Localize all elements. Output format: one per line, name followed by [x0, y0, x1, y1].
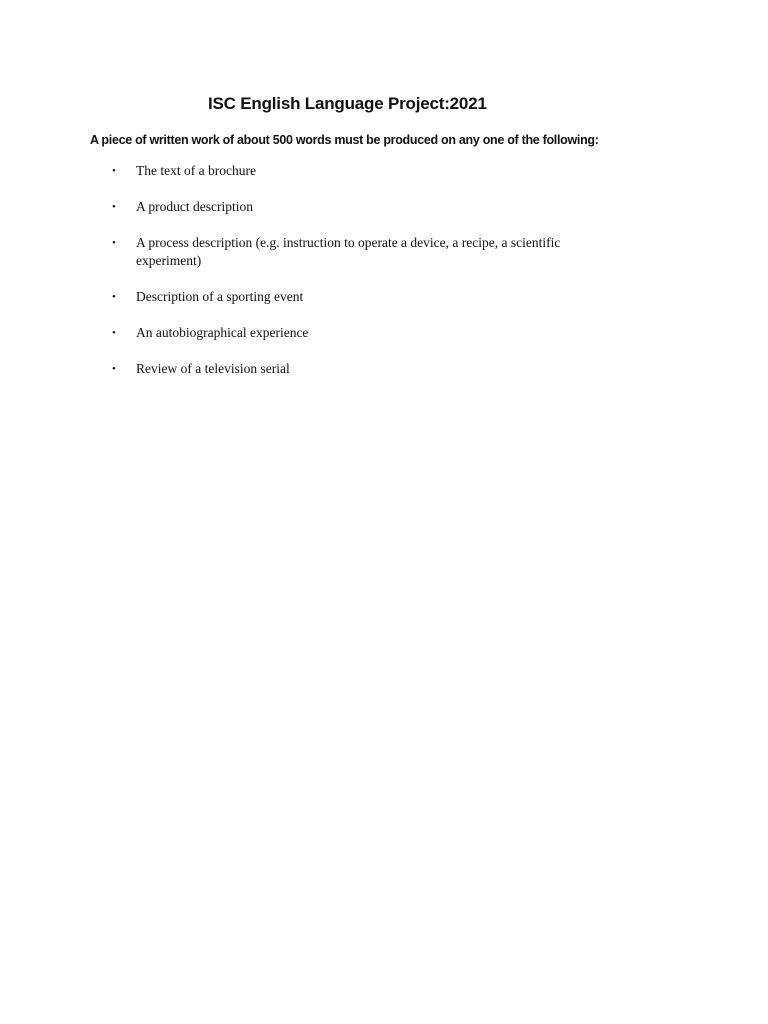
document-title: ISC English Language Project:2021: [208, 94, 487, 113]
list-item: [0, 360, 768, 378]
list-item-text: A process description (e.g. instruction to operate a device, a recipe, a scientific experiment): [136, 235, 561, 268]
bullet-icon: •: [112, 363, 116, 375]
list-item-text: The text of a brochure: [136, 163, 256, 178]
list-item-text: Review of a television serial: [136, 361, 290, 376]
options-list: [0, 162, 768, 396]
list-item: [0, 162, 768, 180]
bullet-icon: •: [112, 237, 116, 249]
list-item-text: An autobiographical experience: [136, 325, 309, 340]
intro-text-after: of the following:: [504, 133, 599, 147]
list-item: [0, 234, 768, 270]
list-item: [0, 288, 768, 306]
intro-paragraph: [90, 133, 599, 147]
bullet-icon: •: [112, 291, 116, 303]
bullet-icon: •: [112, 165, 116, 177]
bullet-icon: •: [112, 327, 116, 339]
bullet-icon: •: [112, 201, 116, 213]
list-item-text: A product description: [136, 199, 253, 214]
list-item-text: Description of a sporting event: [136, 289, 304, 304]
list-item: [0, 198, 768, 216]
intro-emphasis: any one: [458, 133, 505, 147]
list-item: [0, 324, 768, 342]
intro-text-before: A piece of written work of about 500 words must be produced on: [90, 133, 459, 147]
